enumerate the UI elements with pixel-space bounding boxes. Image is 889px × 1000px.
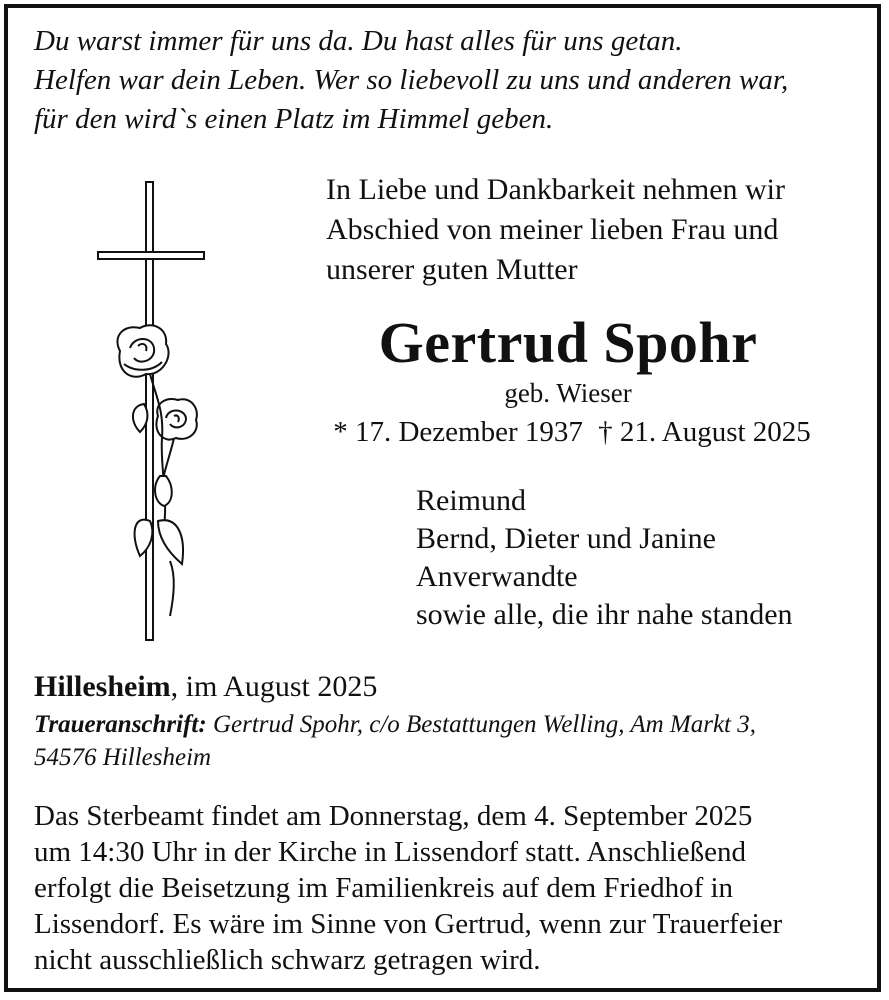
verse-line-1: Du warst immer für uns da. Du hast alles für uns getan.	[34, 25, 683, 57]
notice-date: , im August 2025	[170, 670, 378, 703]
address-label: Traueranschrift:	[34, 711, 207, 738]
verse-line-3: für den wird`s einen Platz im Himmel geben.	[34, 103, 554, 135]
deceased-name: Gertrud Spohr	[378, 310, 758, 375]
place-and-date	[34, 668, 854, 706]
verse-line-2: Helfen war dein Leben. Wer so liebevoll zu uns und anderen war,	[34, 64, 789, 96]
mourning-address	[34, 708, 864, 774]
memorial-verse	[34, 22, 874, 139]
farewell-intro	[326, 170, 866, 290]
intro-line-2: Abschied von meiner lieben Frau und	[326, 213, 779, 246]
birth-date: * 17. Dezember 1937	[333, 416, 583, 448]
intro-line-1: In Liebe und Dankbarkeit nehmen wir	[326, 173, 786, 206]
cross-with-roses-icon	[90, 176, 210, 646]
death-date: † 21. August 2025	[598, 416, 811, 448]
service-line-1: Das Sterbeamt findet am Donnerstag, dem 4. September 2025	[34, 800, 753, 832]
mourner-line: sowie alle, die ihr nahe standen	[416, 598, 793, 631]
intro-line-3: unserer guten Mutter	[326, 253, 578, 286]
birth-name: geb. Wieser	[504, 378, 632, 408]
obituary-frame	[4, 4, 881, 992]
service-line-3: erfolgt die Beisetzung im Familienkreis auf dem Friedhof in	[34, 872, 734, 904]
mourner-line: Anverwandte	[416, 560, 578, 593]
mourner-line: Reimund	[416, 484, 526, 517]
service-line-2: um 14:30 Uhr in der Kirche in Lissendorf statt. Anschließend	[34, 836, 746, 868]
mourner-line: Bernd, Dieter und Janine	[416, 522, 716, 555]
life-dates	[292, 413, 852, 451]
town-name: Hillesheim	[34, 670, 171, 703]
service-line-4: Lissendorf. Es wäre im Sinne von Gertrud, wenn zur Trauerfeier	[34, 908, 783, 940]
address-line-2: 54576 Hillesheim	[34, 744, 212, 771]
service-line-5: nicht ausschließlich schwarz getragen wird.	[34, 944, 541, 976]
mourners-list	[416, 482, 876, 634]
funeral-service-info	[34, 798, 874, 978]
address-line-1: Gertrud Spohr, c/o Bestattungen Welling, Am Markt 3,	[206, 711, 756, 738]
